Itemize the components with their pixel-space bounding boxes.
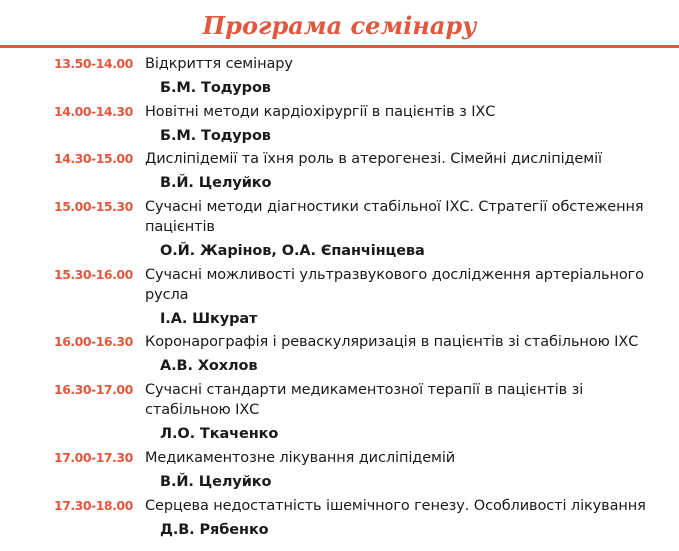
- session-time: 16.00-16.30: [54, 334, 133, 350]
- session-speaker: Л.О. Ткаченко: [160, 426, 279, 443]
- session-time: 17.00-17.30: [54, 449, 133, 465]
- session-time: 16.30-17.00: [54, 382, 133, 398]
- session-item: [0, 102, 679, 146]
- session-speaker: В.Й. Целуйко: [160, 473, 272, 490]
- session-speaker: В.Й. Целуйко: [160, 175, 272, 192]
- session-topic: Новітні методи кардіохірургії в пацієнтів з ІХС: [145, 103, 496, 120]
- session-item: [0, 332, 679, 376]
- session-item: [0, 496, 679, 540]
- session-item: [0, 265, 679, 329]
- session-topic: Дисліпідемії та їхня роль в атерогенезі. Сімейні дисліпідемії: [145, 151, 602, 168]
- session-topic: Серцева недостатність ішемічного генезу. Особливості лікування: [145, 497, 646, 514]
- session-time: 14.00-14.30: [54, 103, 133, 119]
- session-speaker: Б.М. Тодуров: [160, 80, 271, 96]
- session-item: [0, 54, 679, 98]
- session-topic: Медикаментозне лікування дисліпідемій: [145, 449, 456, 466]
- session-item: [0, 380, 679, 444]
- session-speaker: О.Й. Жарінов, О.А. Єпанчінцева: [160, 243, 425, 260]
- session-time: 15.30-16.00: [54, 266, 133, 282]
- session-time: 15.00-15.30: [54, 199, 133, 215]
- session-speaker: А.В. Хохлов: [160, 358, 258, 375]
- session-topic: Відкриття семінару: [145, 56, 293, 72]
- page-title: Програма семінару: [202, 11, 477, 40]
- session-time: 14.30-15.00: [54, 151, 133, 167]
- session-speaker: Д.В. Рябенко: [160, 521, 269, 538]
- session-speaker: Б.М. Тодуров: [160, 127, 271, 144]
- session-topic: Сучасні можливості ультразвукового дослідження артеріального русла: [145, 266, 644, 303]
- session-time: 17.30-18.00: [54, 497, 133, 513]
- session-item: [0, 448, 679, 492]
- session-topic: Коронарографія і реваскуляризація в пацієнтів зі стабільною ІХС: [145, 334, 639, 351]
- session-topic: Сучасні стандарти медикаментозної терапії в пацієнтів зі стабільною ІХС: [145, 382, 584, 419]
- session-time: 13.50-14.00: [54, 56, 133, 71]
- program-list: [0, 54, 679, 543]
- session-item: [0, 197, 679, 261]
- session-topic: Сучасні методи діагностики стабільної ІХС. Стратегії обстеження пацієнтів: [145, 199, 644, 236]
- title-divider: [0, 45, 679, 48]
- session-speaker: І.А. Шкурат: [160, 310, 258, 327]
- session-item: [0, 149, 679, 193]
